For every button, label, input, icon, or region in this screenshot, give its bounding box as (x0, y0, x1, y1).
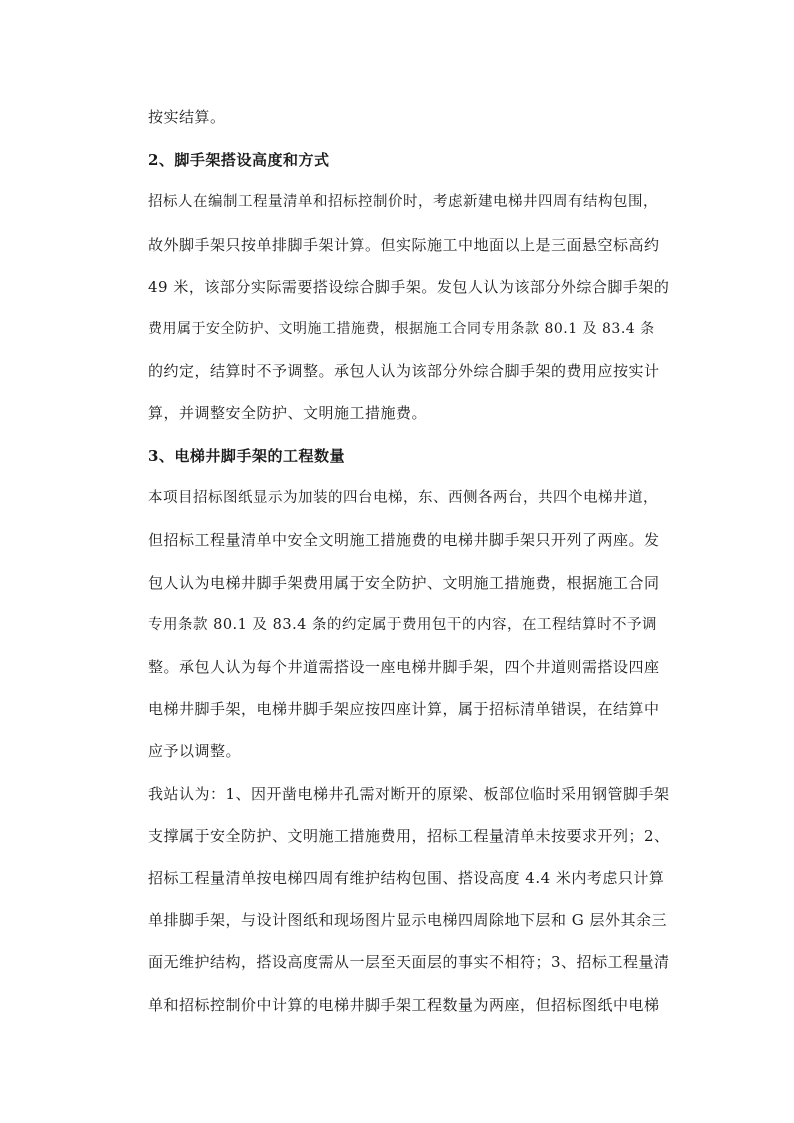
paragraph-line: 费用属于安全防护、文明施工措施费，根据施工合同专用条款 80.1 及 83.4 条 (148, 321, 655, 337)
paragraph-line: 的约定，结算时不予调整。承包人认为该部分外综合脚手架的费用应按实计 (148, 362, 660, 380)
paragraph-line: 算，并调整安全防护、文明施工措施费。 (148, 404, 428, 422)
section-heading: 2、脚手架搭设高度和方式 (148, 151, 330, 169)
paragraph-line: 包人认为电梯井脚手架费用属于安全防护、文明施工措施费，根据施工合同 (148, 574, 660, 592)
paragraph-line: 本项目招标图纸显示为加装的四台电梯，东、西侧各两台，共四个电梯井道， (148, 490, 658, 506)
paragraph-line: 单和招标控制价中计算的电梯井脚手架工程数量为两座，但招标图纸中电梯 (148, 996, 660, 1014)
paragraph-line: 我站认为：1、因开凿电梯井孔需对断开的原梁、板部位临时采用钢管脚手架 (148, 785, 670, 803)
paragraph-line: 面无维护结构，搭设高度需从一层至天面层的事实不相符；3、招标工程量清 (148, 953, 670, 971)
paragraph-line: 电梯井脚手架，电梯井脚手架应按四座计算，属于招标清单错误，在结算中 (148, 700, 660, 718)
section-heading: 3、电梯井脚手架的工程数量 (148, 447, 345, 465)
paragraph-line: 单排脚手架，与设计图纸和现场图片显示电梯四周除地下层和 G 层外其余三 (148, 911, 668, 929)
paragraph-line: 故外脚手架只按单排脚手架计算。但实际施工中地面以上是三面悬空标高约 (148, 236, 660, 254)
paragraph-line: 专用条款 80.1 及 83.4 条的约定属于费用包干的内容，在工程结算时不予调 (148, 617, 658, 633)
paragraph-line: 但招标工程量清单中安全文明施工措施费的电梯井脚手架只开列了两座。发 (148, 531, 660, 549)
paragraph-line: 按实结算。 (148, 108, 226, 126)
paragraph-line: 招标工程量清单按电梯四周有维护结构包围、搭设高度 4.4 米内考虑只计算 (148, 869, 665, 887)
paragraph-line: 整。承包人认为每个井道需搭设一座电梯井脚手架，四个井道则需搭设四座 (148, 658, 660, 676)
paragraph-line: 招标人在编制工程量清单和招标控制价时，考虑新建电梯井四周有结构包围， (148, 194, 658, 210)
paragraph-line: 49 米，该部分实际需要搭设综合脚手架。发包人认为该部分外综合脚手架的 (148, 278, 670, 296)
paragraph-line: 支撑属于安全防护、文明施工措施费用，招标工程量清单未按要求开列；2、 (148, 827, 670, 845)
paragraph-line: 应予以调整。 (148, 742, 242, 760)
